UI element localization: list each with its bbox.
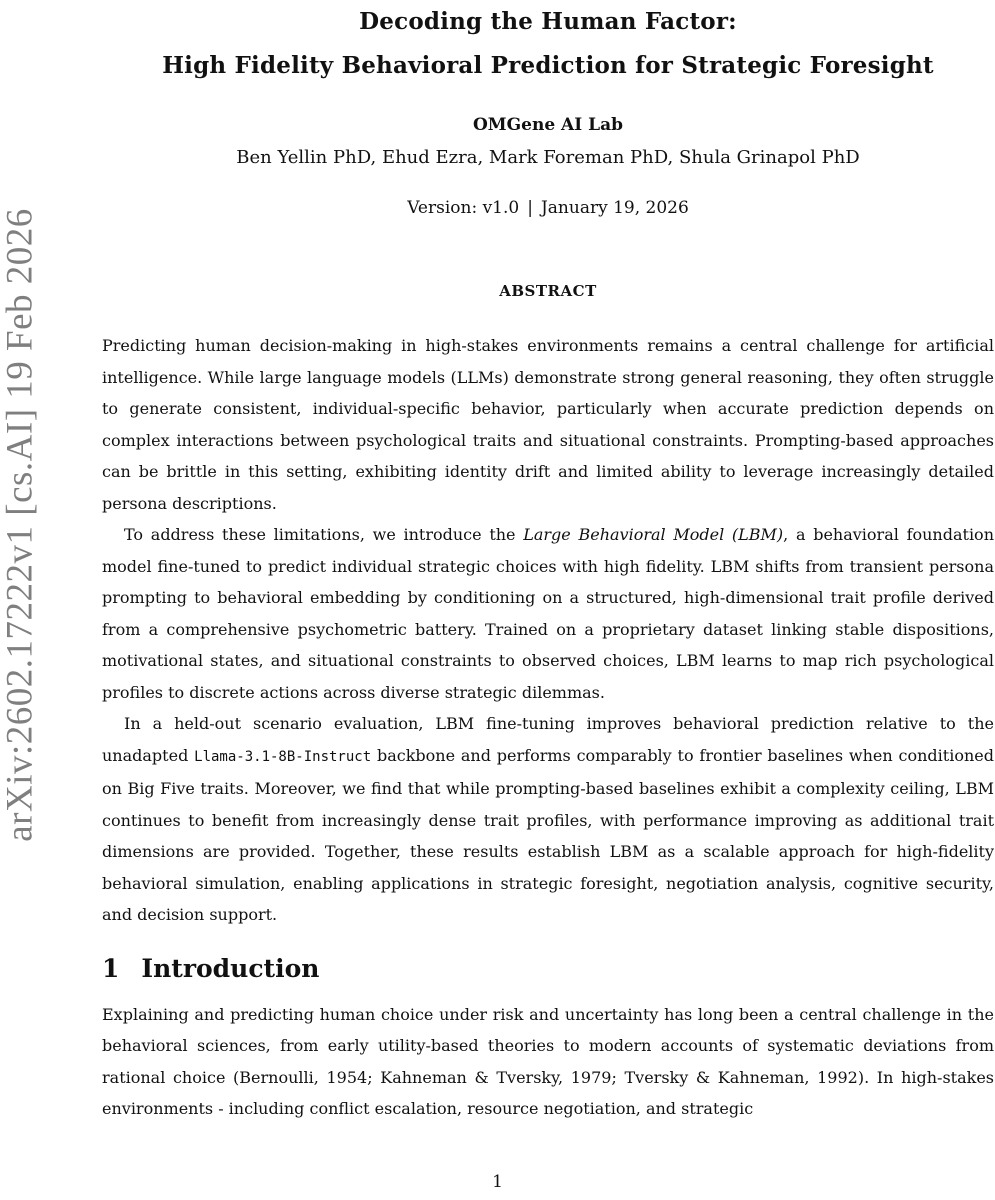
abstract-p3-rest: backbone and performs comparably to frontier baselines when conditioned on Big Five traits. Moreover, we find that while prompting-based baselines exhibit a complexity ceiling, LBM continues to benefit from increasingly dense trait profiles, with performance improving as additional trait dimensions are provided. Together, these results establish LBM as a scalable approach for high-fidelity behavioral simulation, enabling applications in strategic foresight, negotiation analysis, cognitive security, and decision support.: [102, 745, 994, 924]
section-title: Introduction: [141, 953, 320, 983]
lbm-term: Large Behavioral Model (LBM): [523, 525, 784, 544]
organization: OMGene AI Lab: [473, 115, 623, 135]
arxiv-stamp: [0, 200, 40, 850]
arxiv-identifier: arXiv:2602.17222v1 [cs.AI] 19 Feb 2026: [0, 208, 41, 842]
abstract-heading: ABSTRACT: [499, 282, 597, 300]
abstract-paragraph-3: [102, 708, 994, 931]
title-line-1: Decoding the Human Factor:: [359, 8, 737, 35]
version-separator: |: [527, 198, 533, 218]
authors: Ben Yellin PhD, Ehud Ezra, Mark Foreman PhD, Shula Grinapol PhD: [236, 147, 860, 168]
paper-title: [102, 0, 994, 88]
model-name-code: Llama-3.1-8B-Instruct: [194, 748, 372, 765]
paper-page: [102, 0, 994, 1125]
abstract-paragraph-2: [102, 519, 994, 708]
page-number: 1: [492, 1172, 503, 1192]
abstract-body: [102, 330, 994, 931]
section-heading-introduction: [102, 949, 994, 989]
abstract-p2-lead: To address these limitations, we introduce the: [124, 525, 524, 544]
version-date: January 19, 2026: [540, 198, 689, 218]
abstract-p3-lead: In a held-out scenario evaluation, LBM fine-tuning improves behavioral prediction relative to the unadapted: [102, 714, 994, 765]
abstract-paragraph-1: Predicting human decision-making in high-stakes environments remains a central challenge for artificial intelligence. While large language models (LLMs) demonstrate strong general reasoning, they often struggle to generate consistent, individual-specific behavior, particularly when accurate prediction depends on complex interactions between psychological traits and situational constraints. Prompting-based approaches can be brittle in this setting, exhibiting identity drift and limited ability to leverage increasingly detailed persona descriptions.: [102, 336, 994, 513]
abstract-p2-rest: , a behavioral foundation model fine-tuned to predict individual strategic choices with high fidelity. LBM shifts from transient persona prompting to behavioral embedding by conditioning on a structured, high-dimensional trait profile derived from a comprehensive psychometric battery. Trained on a proprietary dataset linking stable dispositions, motivational states, and situational constraints to observed choices, LBM learns to map rich psychological profiles to discrete actions across diverse strategic dilemmas.: [102, 525, 994, 702]
section-number: 1: [102, 953, 120, 983]
version-label: Version: v1.0: [407, 198, 520, 218]
introduction-paragraph-1: Explaining and predicting human choice under risk and uncertainty has long been a central challenge in the behavioral sciences, from early utility-based theories to modern accounts of systematic deviations from rational choice (Bernoulli, 1954; Kahneman & Tversky, 1979; Tversky & Kahneman, 1992). In high-stakes environments - including conflict escalation, resource negotiation, and strategic: [102, 1004, 994, 1118]
version-line: [102, 194, 994, 222]
introduction-body: [102, 999, 994, 1125]
title-line-2: High Fidelity Behavioral Prediction for Strategic Foresight: [162, 52, 934, 79]
